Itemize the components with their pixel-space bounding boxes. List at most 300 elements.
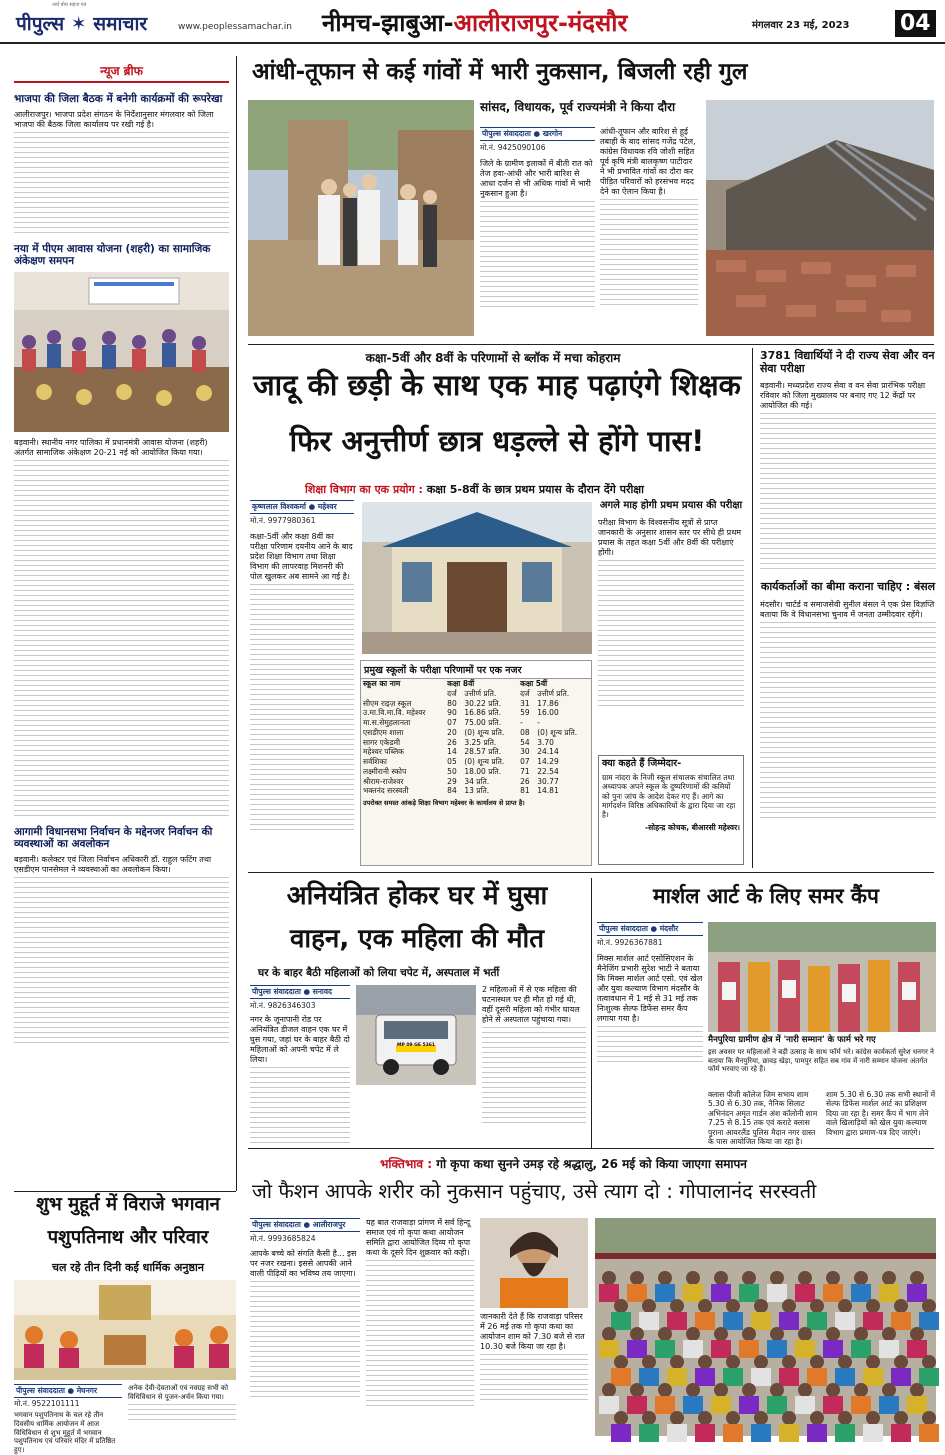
crowd-body — [767, 1396, 787, 1414]
brief-1-lead: आलीराजपुर। भाजपा प्रदेश संगठन के निर्देशानुसार मंगलवार को जिला भाजपा की बैठक जिला कार्यालय पर रखी गई है। — [14, 110, 214, 130]
accident-photo — [356, 985, 476, 1085]
storm-col2-body — [600, 199, 698, 309]
accident-headline-2: वाहन, एक महिला की मौत — [289, 924, 545, 954]
results-table-row — [361, 728, 591, 738]
crowd-head — [854, 1271, 868, 1285]
crowd-body — [711, 1284, 731, 1302]
crowd-head — [882, 1383, 896, 1397]
results-col-school: स्कूल का नाम — [363, 679, 401, 688]
accident-col3-body — [482, 1027, 586, 1127]
crowd-body — [655, 1396, 675, 1414]
crowd-body — [627, 1340, 647, 1358]
results-cell: 13 प्रति. — [464, 786, 490, 796]
crowd-head — [602, 1383, 616, 1397]
crowd-body — [907, 1284, 927, 1302]
crowd-body — [863, 1312, 883, 1330]
results-school-name: श्रीराम-राजेश्वर — [363, 776, 404, 786]
brief-3-lead: बड़वानी। कलेक्टर एवं जिला निर्वाचन अधिकारी डॉ. राहुल फटिंग तथा एसडीएम पानसेमल ने व्यवस्थाओं का अवलोकन किया। — [14, 855, 212, 875]
section-title-red: आलीराजपुर-मंदसौर — [453, 9, 628, 37]
results-cell: 24.14 — [537, 747, 559, 757]
crowd-body — [667, 1312, 687, 1330]
crowd-head — [742, 1383, 756, 1397]
crowd-head — [754, 1355, 768, 1369]
gopal-portrait — [480, 1218, 588, 1308]
crowd-body — [795, 1340, 815, 1358]
crowd-head — [726, 1411, 740, 1425]
pashupati-body-lead: भगवान पशुपतिनाथ के चल रहे तीन दिवसीय धार्मिक आयोजन में आज विधिविधान से शुभ मुहूर्त में भगवान पशुपतिनाथ एवं परिवार मंदिर में प्रतिष्ठित हुए। — [14, 1411, 116, 1454]
accident-plate: MP 09 GE 5361 — [397, 1043, 436, 1048]
exam-side-col — [598, 500, 744, 710]
crowd-body — [851, 1340, 871, 1358]
crowd-head — [910, 1383, 924, 1397]
crowd-head — [798, 1383, 812, 1397]
martial-caption-title: मैनपुरिया ग्रामीण क्षेत्र में 'नारी सम्मान' के फार्म भरे गए — [708, 1035, 876, 1045]
exam-text-col1 — [250, 500, 354, 834]
crowd-head — [866, 1355, 880, 1369]
crowd-head — [754, 1299, 768, 1313]
results-cell: 80 — [447, 698, 457, 708]
storm-byline: पीपुल्स संवाददाता ● खरगोन — [480, 127, 595, 141]
crowd-body — [683, 1284, 703, 1302]
gopal-crowd-photo — [595, 1218, 936, 1436]
results-cell: 3.25 प्रति. — [464, 737, 497, 747]
section-title — [322, 6, 627, 39]
crowd-body — [639, 1368, 659, 1386]
crowd-body — [611, 1424, 631, 1442]
crowd-head — [854, 1327, 868, 1341]
crowd-head — [658, 1327, 672, 1341]
results-school-name: लक्ष्मीरानी स्कोप — [363, 766, 407, 776]
crowd-body — [723, 1424, 743, 1442]
results-cell: 07 — [520, 757, 530, 766]
bansal-headline: कार्यकर्ताओं का बीमा कराना चाहिए : बंसल — [760, 580, 936, 594]
exam-side-title: अगले माह होगी प्रथम प्रयास की परीक्षा — [599, 500, 743, 511]
martial-photo — [708, 922, 936, 1032]
crowd-body — [851, 1284, 871, 1302]
results-subhead: दर्ज — [447, 688, 457, 698]
gopal-headline: जो फैशन आपके शरीर को नुकसान पहुंचाए, उसे त्याग दो : गोपालानंद सरस्वती — [252, 1179, 817, 1203]
crowd-head — [726, 1355, 740, 1369]
results-cell: 30.77 — [537, 776, 559, 786]
crowd-body — [739, 1284, 759, 1302]
crowd-head — [742, 1271, 756, 1285]
crowd-head — [826, 1383, 840, 1397]
crowd-body — [823, 1284, 843, 1302]
results-cell: (0) शून्य प्रति. — [464, 757, 505, 766]
martial-lower-col2 — [826, 1090, 936, 1137]
results-cell: 26 — [447, 737, 457, 747]
storm-photo-visit — [248, 100, 474, 336]
exam-body — [250, 584, 354, 834]
crowd-body — [695, 1368, 715, 1386]
crowd-head — [922, 1355, 936, 1369]
accident-right-divider — [591, 878, 592, 1148]
accident-deck: घर के बाहर बैठी महिलाओं को लिया चपेट में, अस्पताल में भर्ती — [258, 967, 500, 979]
results-cell: 29 — [447, 776, 457, 786]
crowd-body — [751, 1312, 771, 1330]
gopal-col2-lead: यह बात राजवाड़ा प्रांगण में सर्व हिन्दू समाज एवं गो कृपा कथा आयोजन समिति द्वारा आयोजित दिव्य गो कृपा कथा के दूसरे दिन शुक्रवार को कही। — [366, 1218, 471, 1257]
results-table-title: प्रमुख स्कूलों के परीक्षा परिणामों पर एक नजर — [361, 661, 591, 679]
crowd-head — [922, 1299, 936, 1313]
crowd-head — [838, 1299, 852, 1313]
crowd-head — [686, 1271, 700, 1285]
storm-text-col2 — [600, 127, 698, 309]
forest-headline: 3781 विद्यार्थियों ने दी राज्य सेवा और वन सेवा परीक्षा — [760, 349, 935, 375]
crowd-body — [711, 1340, 731, 1358]
results-cell: 50 — [447, 766, 457, 776]
crowd-body — [823, 1340, 843, 1358]
results-school-name: भक्तनंद सरस्वती — [363, 786, 409, 796]
results-table — [361, 679, 591, 796]
crowd-body — [879, 1340, 899, 1358]
crowd-head — [714, 1271, 728, 1285]
crowd-head — [614, 1411, 628, 1425]
gopal-col3-body — [480, 1354, 588, 1404]
pashupati-photo — [14, 1280, 236, 1380]
martial-byline: पीपुल्स संवाददाता ● मंदसौर — [597, 922, 703, 936]
brief-2-title: नया में पीएम आवास योजना (शहरी) का सामाजिक अंकेक्षण समपन — [14, 243, 211, 268]
section-title-black: नीमच-झाबुआ- — [322, 9, 454, 37]
crowd-head — [614, 1355, 628, 1369]
storm-headline: आंधी-तूफान से कई गांवों में भारी नुकसान, बिजली रही गुल — [252, 59, 748, 85]
crowd-body — [919, 1424, 939, 1442]
results-school-name: उ.मा.वि.मा.वि. महेश्वर — [363, 708, 426, 718]
exam-mobile: मो.नं. 9977980361 — [250, 516, 316, 525]
crowd-body — [767, 1340, 787, 1358]
accident-text-col2 — [250, 1015, 350, 1147]
crowd-head — [642, 1355, 656, 1369]
crowd-body — [891, 1312, 911, 1330]
crowd-head — [810, 1411, 824, 1425]
crowd-body — [683, 1340, 703, 1358]
results-cell: 18.00 प्रति. — [464, 766, 502, 776]
crowd-body — [599, 1340, 619, 1358]
crowd-head — [630, 1327, 644, 1341]
news-brief-column — [14, 62, 229, 1187]
crowd-body — [823, 1396, 843, 1414]
exam-quote-title: क्या कहते हैं जिम्मेदार- — [602, 758, 682, 769]
exam-quote-attr: -सोहन्द्र कोचक, बीआरसी महेश्वर। — [644, 822, 740, 832]
martial-photo-caption — [708, 1036, 936, 1074]
crowd-body — [807, 1368, 827, 1386]
results-subhead — [361, 689, 445, 699]
crowd-head — [698, 1299, 712, 1313]
martial-body-lead: मिक्स मार्शल आर्ट एसोसिएशन के मैनेजिंग प्रभारी सुरेश भाटी ने बताया कि मिक्स मार्शल आर्ट एसो. एवं खेल और युवा कल्याण विभाग मंदसौर के तत्वावधान में 1 मई से 31 मई तक निःशुल्क सेल्फ डिफेंस समर कैंप लगाया गया है। — [597, 954, 703, 1023]
exam-deck-black: कक्षा 5-8वीं के छात्र प्रथम प्रयास के दौरान देंगे परीक्षा — [426, 483, 645, 496]
brief-2-lead: बड़वानी। स्थानीय नगर पालिका में प्रधानमंत्री आवास योजना (शहरी) अंतर्गत सामाजिक अंकेक्षण 20-21 नई को आयोजित किया गया। — [14, 438, 208, 458]
crowd-body — [739, 1396, 759, 1414]
brief-1-title: भाजपा की जिला बैठक में बनेगी कार्यक्रमों की रूपरेखा — [14, 93, 223, 105]
gopal-text-col1 — [250, 1218, 360, 1401]
brief-2-photo — [14, 272, 229, 432]
exam-kicker-text: कक्षा-5वीं और 8वीं के परिणामों से ब्लॉक में मचा कोहराम — [362, 351, 625, 365]
results-table-caption: उपरोक्त समस्त आंकड़े शिक्षा विभाग महेश्वर के कार्यालय से प्राप्त है। — [363, 799, 525, 807]
results-cell: 20 — [447, 727, 457, 737]
exam-headline-1: जादू की छड़ी के साथ एक माह पढ़ाएंगे शिक्षक — [253, 368, 741, 402]
crowd-head — [714, 1327, 728, 1341]
pashupati-text-col2 — [128, 1384, 236, 1424]
results-table-body — [361, 699, 591, 797]
accident-body — [250, 1067, 350, 1147]
gopal-body — [250, 1281, 360, 1401]
crowd-head — [894, 1411, 908, 1425]
gopal-col2-body — [366, 1260, 474, 1410]
crowd-body — [667, 1424, 687, 1442]
storm-mobile: मो.नं. 9425090106 — [480, 143, 546, 152]
crowd-head — [658, 1271, 672, 1285]
gopal-mobile: मो.नं. 9993685824 — [250, 1234, 316, 1243]
exam-deck — [305, 482, 745, 497]
results-cell: 17.86 — [537, 698, 559, 708]
results-cell: 75.00 प्रति. — [464, 718, 502, 727]
results-cell: 3.70 — [537, 737, 554, 747]
accident-mobile: मो.नं. 9826346303 — [250, 1001, 316, 1010]
crowd-body — [879, 1284, 899, 1302]
martial-body — [597, 1026, 703, 1066]
crowd-body — [655, 1340, 675, 1358]
results-subhead: दर्ज — [520, 688, 530, 698]
exam-byline: कृष्णलाल विश्वकर्मा ● महेश्वर — [250, 500, 354, 514]
crowd-body — [919, 1368, 939, 1386]
results-cell: 16.86 प्रति. — [464, 708, 502, 718]
meeting-hall-image — [14, 272, 229, 432]
crowd-head — [670, 1411, 684, 1425]
results-cell: 16.00 — [537, 708, 559, 718]
results-cell: 14.29 — [537, 757, 559, 766]
results-school-name: मा.स.सेमुहलानता — [363, 718, 411, 727]
accident-text-col3 — [482, 985, 586, 1127]
crowd-body — [795, 1396, 815, 1414]
crowd-body — [907, 1340, 927, 1358]
exam-right-divider — [752, 348, 753, 868]
crowd-body — [611, 1312, 631, 1330]
results-table-header-row — [361, 679, 591, 689]
crashed-vehicle-image — [356, 985, 476, 1085]
crowd-body — [863, 1368, 883, 1386]
results-cell: 34 प्रति. — [464, 776, 490, 786]
forest-body — [760, 413, 936, 573]
martial-lower-lead: क्लास पीजी कॉलेज जिम सभाय शाम 5.30 से 6.30 तक, नैनिक सिलाट अभिनंदन अमृत गार्डन अंश कॉलोनी शाम 7.25 से 8.15 तक एवं कराटे क्लास पुराना आयरलैंड पुलिस मैदान नगर ग्रास्त के पास आयोजित किया जा रहा है। — [708, 1090, 818, 1146]
results-cell: 14 — [447, 747, 457, 757]
gopal-col3-lead: जानकारी देते हैं कि राजवाड़ा परिसर में 26 मई तक गो कृपा कथा का आयोजन शाम को 7.30 बजे से रात 10.30 बजे किया जा रहा है। — [480, 1312, 585, 1351]
results-subhead: उत्तीर्ण प्रति. — [464, 688, 497, 698]
crowd-body — [795, 1284, 815, 1302]
gopal-kicker — [380, 1155, 940, 1172]
accident-headline-1: अनियंत्रित होकर घर में घुसा — [286, 881, 548, 911]
crowd-head — [838, 1411, 852, 1425]
results-school-name: महेश्वर पब्लिक — [363, 747, 404, 757]
crowd-body — [723, 1368, 743, 1386]
results-cell: 31 — [520, 698, 530, 708]
results-cell: 84 — [447, 786, 457, 796]
exam-headline-2: फिर अनुत्तीर्ण छात्र धड़ल्ले से होंगे पास! — [289, 424, 705, 458]
exam-quote-box — [598, 755, 744, 865]
pashupati-headline-2: पशुपतिनाथ और परिवार — [47, 1227, 209, 1248]
crowd-body — [739, 1340, 759, 1358]
results-table-row — [361, 708, 591, 718]
exam-school-photo — [362, 502, 592, 654]
crowd-body — [835, 1312, 855, 1330]
storm-body — [480, 201, 595, 311]
accident-byline: पीपुल्स संवाददाता ● सनावद — [250, 985, 350, 999]
results-cell: 59 — [520, 708, 530, 718]
martial-headline: मार्शल आर्ट के लिए समर कैंप — [653, 884, 879, 908]
crowd-head — [866, 1299, 880, 1313]
results-cell: 14.81 — [537, 786, 559, 796]
pashupati-mobile: मो.नं. 9522101111 — [14, 1399, 80, 1408]
crowd-body — [611, 1368, 631, 1386]
crowd-head — [602, 1271, 616, 1285]
pashupati-text-col1 — [14, 1384, 122, 1454]
devotees-crowd-image — [595, 1218, 936, 1436]
gopal-text-col2 — [366, 1218, 474, 1410]
results-col-class5: कक्षा 5वीं — [520, 679, 548, 688]
results-table-row — [361, 777, 591, 787]
crowd-head — [630, 1271, 644, 1285]
gopal-byline: पीपुल्स संवाददाता ● आलीराजपुर — [250, 1218, 360, 1232]
brief-2-body — [14, 460, 229, 820]
crowd-head — [922, 1411, 936, 1425]
brief-3-title: आगामी विधानसभा निर्वाचन के मद्देनजर निर्वाचन की व्यवस्थाओं का अवलोकन — [14, 826, 213, 851]
results-cell: 05 — [447, 757, 457, 766]
pashupati-headline-1: शुभ मुहूर्त में विराजे भगवान — [36, 1194, 220, 1215]
results-cell: 26 — [520, 776, 530, 786]
crowd-body — [779, 1424, 799, 1442]
news-brief-label — [14, 62, 229, 83]
crowd-body — [863, 1424, 883, 1442]
brief-3-body — [14, 877, 229, 1047]
crowd-body — [835, 1368, 855, 1386]
martial-bottom-rule — [248, 1148, 934, 1149]
results-cell: 22.54 — [537, 766, 559, 776]
results-table-row — [361, 738, 591, 748]
masthead-website: www.peoplessamachar.in — [178, 22, 292, 32]
results-cell: 71 — [520, 766, 530, 776]
crowd-body — [907, 1396, 927, 1414]
crowd-head — [770, 1271, 784, 1285]
crowd-body — [711, 1396, 731, 1414]
pashupati-byline: पीपुल्स संवाददाता ● मेघनगर — [14, 1384, 122, 1398]
pashupati-col2-body — [128, 1404, 236, 1424]
crowd-head — [826, 1327, 840, 1341]
crowd-body — [779, 1312, 799, 1330]
religious-ceremony-image — [14, 1280, 236, 1380]
crowd-head — [882, 1327, 896, 1341]
martial-text-col1 — [597, 922, 703, 1066]
storm-subhead: सांसद, विधायक, पूर्व राज्यमंत्री ने किया दौरा — [480, 100, 676, 114]
gopal-text-col3 — [480, 1312, 588, 1404]
crowd-head — [810, 1355, 824, 1369]
crowd-body — [807, 1424, 827, 1442]
crowd-head — [630, 1383, 644, 1397]
crowd-head — [698, 1355, 712, 1369]
results-col-class8: कक्षा 8वीं — [447, 679, 475, 688]
results-cell: 30 — [520, 747, 530, 757]
crowd-body — [683, 1396, 703, 1414]
crowd-body — [655, 1284, 675, 1302]
results-cell: - — [537, 718, 540, 727]
women-forms-image — [708, 922, 936, 1032]
exam-side-lead: परीक्षा विभाग के विश्वसनीय सूत्रों से प्राप्त जानकारी के अनुसार शासन स्तर पर सीधे ही प्रथम प्रयास के तहत कक्षा 5वीं और 8वीं की परीक्षाएं होंगी। — [598, 517, 742, 557]
results-table-row — [361, 718, 591, 728]
crowd-head — [810, 1299, 824, 1313]
gopal-body-lead: आपके बच्चे को संगति कैसी है... इस पर नजर रखना। इससे आपकी आने वाली पीढ़ियों का भविष्य तय जाएगा। — [250, 1249, 357, 1278]
accident-col3-lead: 2 महिलाओं में से एक महिला की घटनास्थल पर ही मौत हो गई थी, वहीं दूसरी महिला को गंभीर घायल होने से अस्पताल पहुंचाया गया। — [482, 985, 580, 1024]
crowd-body — [667, 1368, 687, 1386]
crowd-head — [642, 1299, 656, 1313]
crowd-body — [599, 1396, 619, 1414]
crowd-body — [835, 1424, 855, 1442]
masthead-logo: पीपुल्स ✶ समाचार — [16, 13, 148, 35]
crowd-body — [723, 1312, 743, 1330]
results-cell: (0) शून्य प्रति. — [537, 727, 578, 737]
crowd-head — [670, 1355, 684, 1369]
results-school-name: सागर एकेडमी — [363, 737, 401, 747]
crowd-head — [698, 1411, 712, 1425]
crowd-head — [782, 1355, 796, 1369]
results-cell: 08 — [520, 727, 530, 737]
crowd-head — [670, 1299, 684, 1313]
exam-kicker — [248, 349, 738, 366]
crowd-body — [695, 1312, 715, 1330]
exam-quote-text: ग्राम नांदरा के निजी स्कूल संचालक संचालित तथा अध्यापक अपने स्कूल के दुष्परिणामों की कमियों को पुनः जांच के आदेश देकर गए हैं। आगे का मार्गदर्शन विरिष्ठ अधिकारियों के द्वारा दिया जा रहा है। — [602, 772, 736, 820]
pashupati-col2-lead: अनेक देवी-देवताओं एवं नवग्रह सभी को विधिविधान से पूजन-अर्चन किया गया। — [128, 1384, 229, 1401]
results-table-box — [360, 660, 592, 866]
page-number: 04 — [895, 10, 936, 37]
results-cell: 54 — [520, 737, 530, 747]
masthead-date: मंगलवार 23 मई, 2023 — [752, 20, 850, 31]
exam-body-lead: कक्षा-5वीं और कक्षा 8वीं का परीक्षा परिणाम दयनीय आने के बाद प्रदेश शिक्षा विभाग तथा शिक्षा विभाग की लापरवाह मिशनरी की पोल खुलकर अब सामने आ गई है। — [250, 532, 353, 581]
exam-deck-red: शिक्षा विभाग का एक प्रयोग : — [305, 483, 423, 496]
crowd-head — [686, 1327, 700, 1341]
masthead-tagline: अर्थ बोध सहज पत्र — [52, 2, 87, 8]
storm-text-col1 — [480, 127, 595, 311]
results-cell: 81 — [520, 786, 530, 796]
crowd-body — [879, 1396, 899, 1414]
results-cell: (0) शून्य प्रति. — [464, 727, 505, 737]
storm-photo-damage — [706, 100, 934, 336]
bansal-body — [760, 622, 936, 822]
crowd-head — [614, 1299, 628, 1313]
crowd-body — [627, 1396, 647, 1414]
crowd-head — [770, 1327, 784, 1341]
crowd-head — [782, 1411, 796, 1425]
crowd-head — [782, 1299, 796, 1313]
results-table-row — [361, 747, 591, 757]
storm-col2-lead: आंधी-तूफान और बारिश से हुई तबाही के बाद सांसद गजेंद्र पटेल, कांग्रेस विधायक रवि जोशी सहित पूर्व कृषि मंत्री बालकृष्ण पाटीदार ने भी प्रभावित गांवों का दौरा कर पीड़ित परिवारों को हरसंभव मदद देने का ऐलान किया है। — [600, 127, 696, 196]
crowd-head — [798, 1327, 812, 1341]
gopal-kicker-black: गो कृपा कथा सुनने उमड़ रहे श्रद्धालु, 26 मई को किया जाएगा समापन — [436, 1157, 747, 1171]
crowd-head — [770, 1383, 784, 1397]
crowd-body — [627, 1284, 647, 1302]
results-school-name: एसडीएम शाला — [363, 727, 404, 737]
crowd-head — [658, 1383, 672, 1397]
leaders-visit-image — [248, 100, 474, 336]
crowd-head — [838, 1355, 852, 1369]
crowd-head — [910, 1327, 924, 1341]
crowd-body — [639, 1312, 659, 1330]
crowd-body — [695, 1424, 715, 1442]
crowd-body — [891, 1424, 911, 1442]
crowd-head — [602, 1327, 616, 1341]
results-table-row — [361, 786, 591, 796]
results-cell: - — [520, 718, 523, 727]
crowd-body — [779, 1368, 799, 1386]
forest-body-lead: बड़वानी। मध्यप्रदेश राज्य सेवा व वन सेवा प्रारंभिक परीक्षा रविवार को जिला मुख्यालय पर बनाए गए 12 केंद्रों पर आयोजित की गई। — [760, 381, 926, 411]
results-school-name: सीएम राइज़ स्कूल — [363, 698, 412, 708]
results-subhead: उत्तीर्ण प्रति. — [537, 688, 570, 698]
pashupati-top-rule — [14, 1191, 236, 1192]
